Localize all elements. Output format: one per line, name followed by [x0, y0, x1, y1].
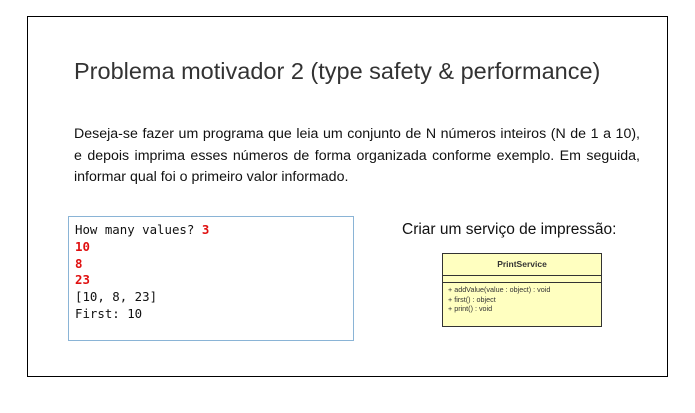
- uml-class-name: PrintService: [443, 254, 601, 276]
- uml-operation-print: + print() : void: [448, 304, 493, 313]
- problem-description: Deseja-se fazer um programa que leia um conjunto de N números inteiros (N de 1 a 10), e depois imprima esses números de forma organizada conforme exemplo. Em seguida, informar qual foi o primeiro valor informado.: [74, 126, 640, 185]
- uml-class-box: [442, 253, 602, 327]
- console-prompt-line: [75, 222, 353, 239]
- console-output-first: First: 10: [75, 305, 143, 321]
- console-input-3: 23: [75, 272, 90, 288]
- uml-operation-add-value: + addValue(value : object) : void: [448, 285, 551, 294]
- console-prompt-input: 3: [201, 222, 210, 237]
- console-prompt: How many values?: [75, 222, 202, 237]
- console-example: [68, 216, 354, 341]
- uml-operations-section: [443, 283, 601, 314]
- console-input-1: 10: [75, 238, 90, 254]
- uml-operation-first: + first() : object: [448, 294, 496, 304]
- console-input-2: 8: [75, 255, 83, 271]
- service-label: Criar um serviço de impressão:: [402, 221, 617, 238]
- console-output-list: [10, 8, 23]: [75, 289, 158, 305]
- uml-attributes-section: [443, 276, 601, 283]
- slide-title: Problema motivador 2 (type safety & performance): [74, 58, 601, 84]
